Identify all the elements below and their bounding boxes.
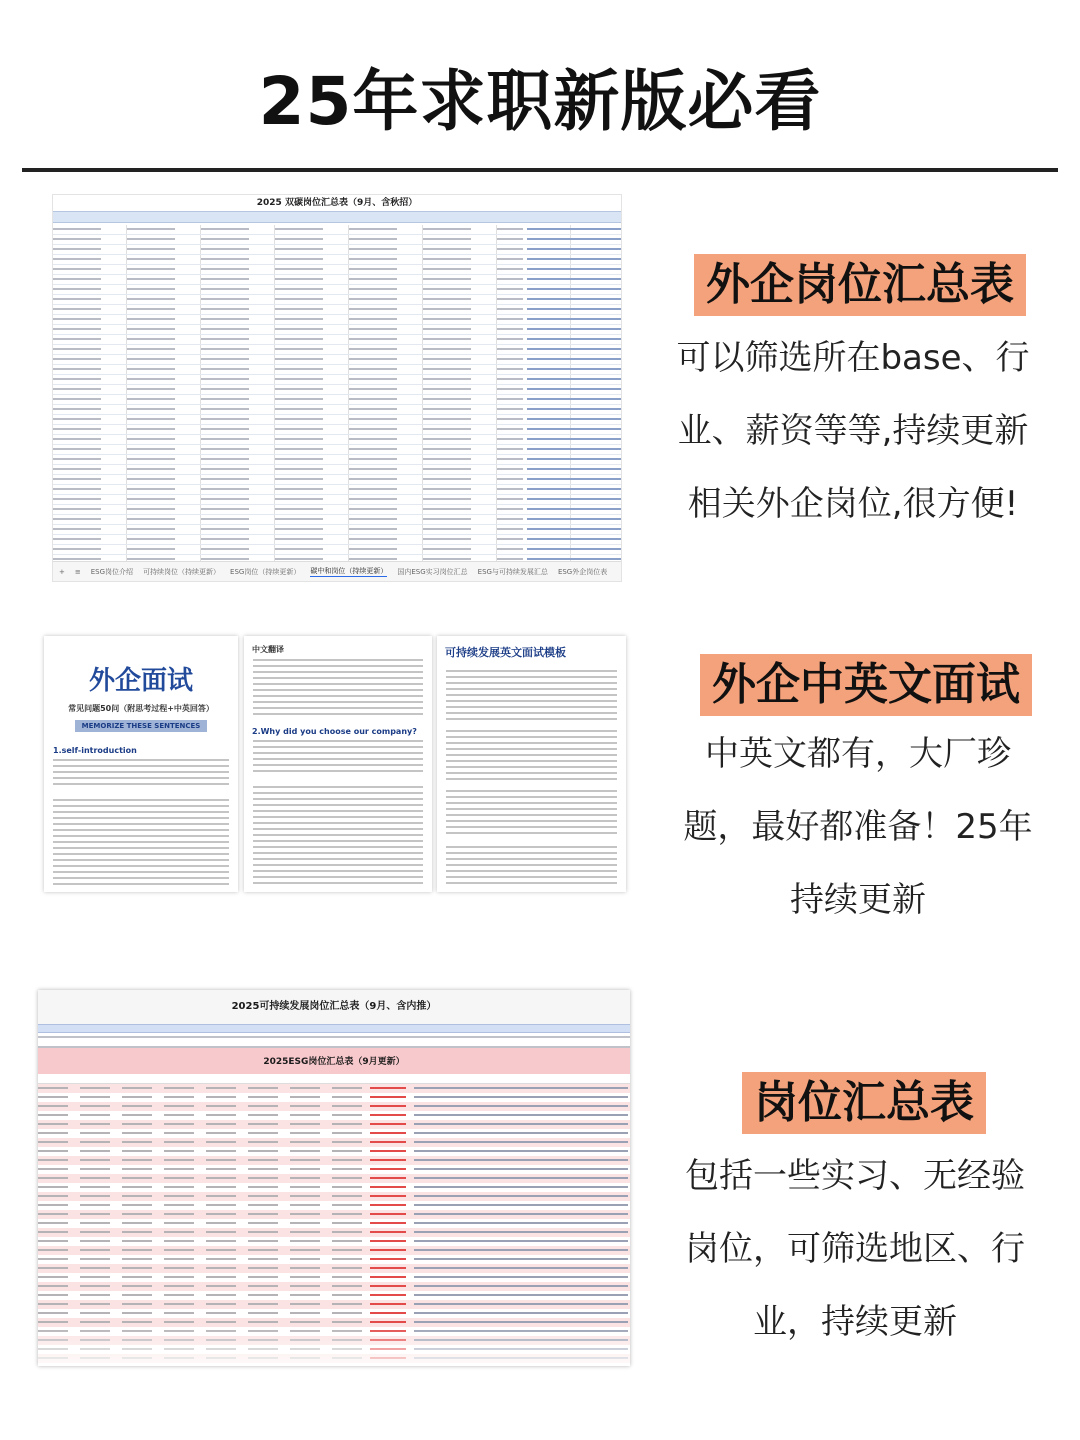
section-tag-interview: 外企中英文面试	[700, 654, 1032, 716]
section-desc-interview	[673, 718, 1043, 937]
sheet-tab: 可持续岗位（持续更新）	[143, 567, 221, 576]
desc-line: 业、薪资等等,持续更新	[677, 411, 1029, 451]
interview-cover-page	[44, 636, 238, 892]
section-tag-foreign-jobs: 外企岗位汇总表	[694, 254, 1026, 316]
text-lines	[253, 659, 423, 719]
text-lines	[253, 740, 423, 776]
interview-translation-page	[244, 636, 432, 892]
sheet-rows	[53, 225, 622, 561]
page-heading: 中文翻译	[252, 645, 284, 654]
sheet-tab: ESG岗位介绍	[90, 567, 134, 576]
sheet-tab-bar	[53, 561, 622, 581]
desc-line: 包括一些实习、无经验	[685, 1156, 1025, 1196]
sheet-tab: ESG与可持续发展汇总	[477, 567, 548, 576]
sheet-list-icon: ≡	[74, 567, 81, 576]
esg-sheet-title: 2025ESG岗位汇总表（9月更新）	[38, 1048, 630, 1074]
sheet-tab: 国内ESG实习岗位汇总	[397, 567, 468, 576]
text-lines	[446, 670, 617, 720]
desc-line: 岗位，可筛选地区、行	[685, 1229, 1025, 1269]
sheet-title: 2025 双碳岗位汇总表（9月、含秋招）	[256, 198, 418, 208]
cover-subtitle: 常见问题50问（附思考过程+中英回答）	[68, 704, 214, 713]
text-lines	[53, 799, 229, 885]
sheet-header-row	[38, 1024, 630, 1033]
sustainability-template-page	[437, 636, 626, 892]
foreign-job-sheet-screenshot	[52, 194, 622, 582]
text-lines	[53, 759, 229, 789]
esg-sheet-header-row	[38, 1074, 630, 1084]
text-lines	[446, 790, 617, 836]
desc-line: 中英文都有，大厂珍	[705, 734, 1011, 774]
sheet-header-row	[53, 211, 621, 223]
title-divider	[22, 168, 1058, 172]
cover-title: 外企面试	[88, 666, 193, 696]
section-desc-job-summary	[670, 1140, 1040, 1359]
text-lines	[446, 846, 617, 886]
section-tag-job-summary: 岗位汇总表	[742, 1072, 986, 1134]
esg-sheet-rows	[38, 1084, 630, 1366]
question-heading: 2.Why did you choose our company?	[252, 727, 417, 736]
text-lines	[446, 730, 617, 780]
desc-line: 业，持续更新	[753, 1302, 957, 1342]
sheet-title: 2025可持续发展岗位汇总表（9月、含内推）	[38, 990, 630, 1024]
esg-sheet	[38, 1048, 630, 1366]
sheet-tab: ESG岗位（持续更新）	[230, 567, 301, 576]
sheet-tab: ESG外企岗位表	[557, 567, 608, 576]
job-summary-sheet-screenshot	[38, 990, 630, 1366]
desc-line: 可以筛选所在base、行	[676, 338, 1030, 378]
add-sheet-icon: +	[59, 567, 65, 576]
desc-line: 持续更新	[790, 880, 926, 920]
cover-banner: MEMORIZE THESE SENTENCES	[75, 720, 207, 732]
cover-section-heading: 1.self-introduction	[53, 746, 137, 755]
sheet-tab-active: 碳中和岗位（持续更新）	[310, 567, 388, 575]
text-lines	[253, 786, 423, 886]
page-title: 25年求职新版必看	[258, 63, 822, 140]
desc-line: 题，最好都准备！25年	[683, 807, 1033, 847]
page-heading: 可持续发展英文面试模板	[445, 646, 566, 659]
section-desc-foreign-jobs	[668, 322, 1038, 541]
desc-line: 相关外企岗位,很方便!	[687, 484, 1019, 524]
